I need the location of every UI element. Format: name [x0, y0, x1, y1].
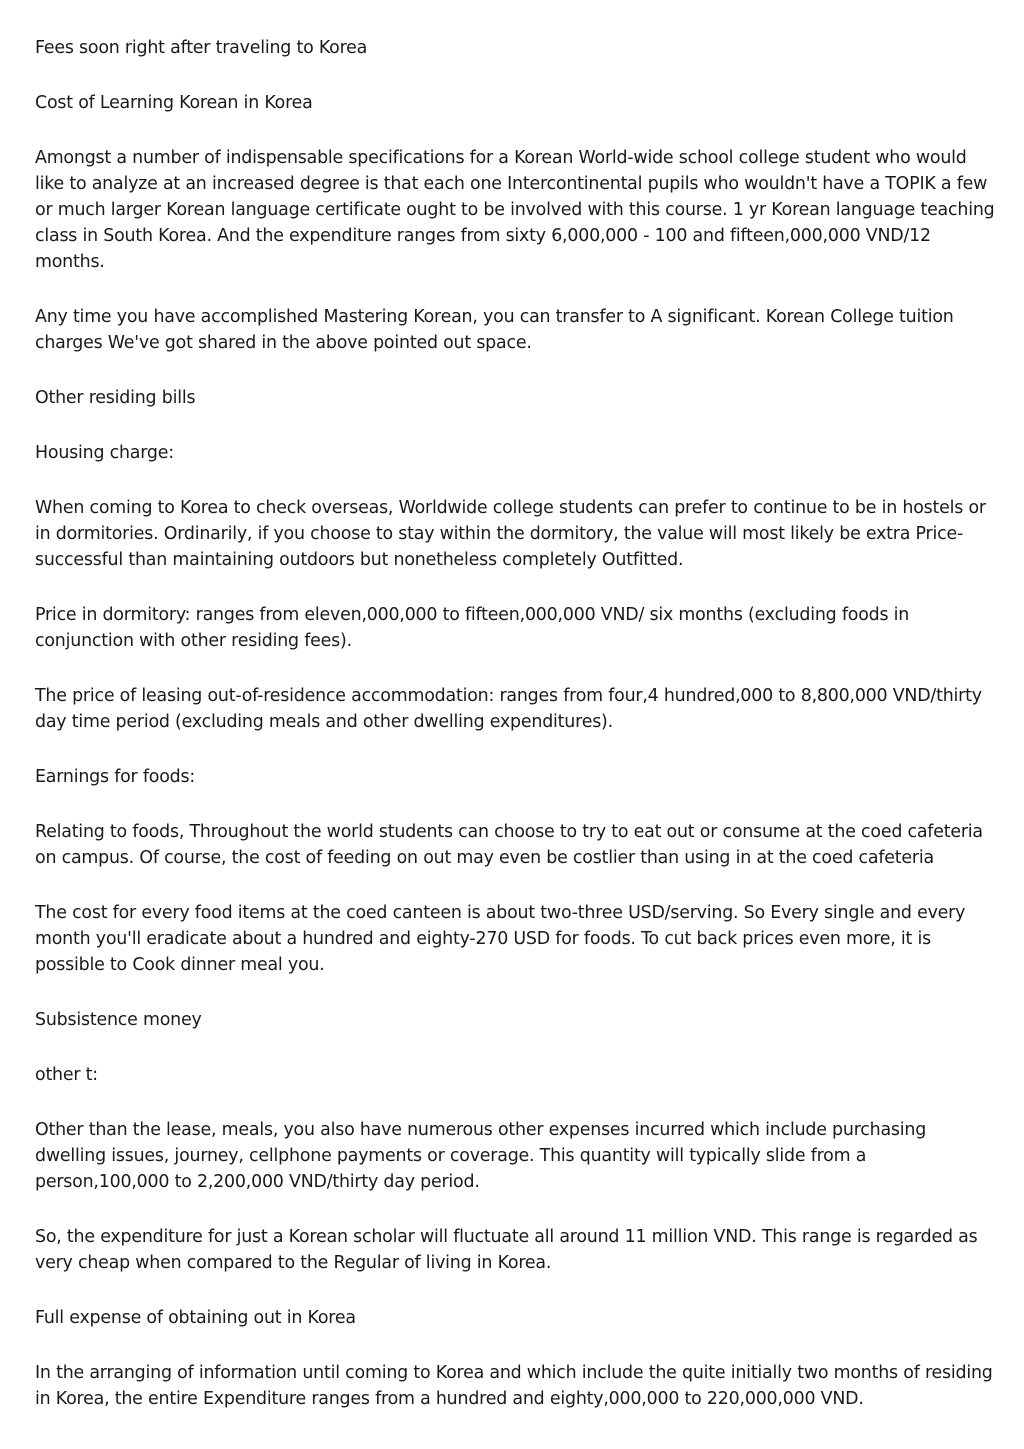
paragraph-canteen-cost: The cost for every food items at the coed canteen is about two-three USD/serving. So Every single and every month you'll eradicate about a hundred and eighty-270 USD for foods. To cut back prices even more, it is possible to Cook dinner meal you.	[35, 903, 966, 975]
paragraph-dormitory-price: Price in dormitory: ranges from eleven,000,000 to fifteen,000,000 VND/ six months (excluding foods in conjunction with other residing fees).	[35, 605, 910, 651]
paragraph-other-expenses: Other than the lease, meals, you also have numerous other expenses incurred which include purchasing dwelling issues, journey, cellphone payments or coverage. This quantity will typically slide from a person,100,000 to 2,200,000 VND/thirty day period.	[35, 1120, 927, 1192]
paragraph-requirements: Amongst a number of indispensable specifications for a Korean World-wide school college student who would like to analyze at an increased degree is that each one Intercontinental pupils who wouldn't have a TOPIK a few or much larger Korean language certificate ought to be involved with this course. 1 yr Korean language teaching class in South Korea. And the expenditure ranges from sixty 6,000,000 - 100 and fifteen,000,000 VND/12 months.	[35, 148, 995, 272]
heading-full-expense: Full expense of obtaining out in Korea	[35, 1308, 356, 1328]
heading-subsistence-money: Subsistence money	[35, 1010, 202, 1030]
heading-cost-of-learning: Cost of Learning Korean in Korea	[35, 93, 313, 113]
paragraph-housing: When coming to Korea to check overseas, Worldwide college students can prefer to continue to be in hostels or in dormitories. Ordinarily, if you choose to stay within the dormitory, the value will most likely be extra Price-successful than maintaining outdoors but nonetheless completely Outfitted.	[35, 498, 986, 570]
heading-fees-after-traveling: Fees soon right after traveling to Korea	[35, 38, 368, 58]
paragraph-full-expense: In the arranging of information until coming to Korea and which include the quite initially two months of residing in Korea, the entire Expenditure ranges from a hundred and eighty,000,000 to 220,000,000 VND.	[35, 1363, 993, 1409]
heading-earnings-for-foods: Earnings for foods:	[35, 767, 195, 787]
heading-other: other t:	[35, 1065, 98, 1085]
document-body	[35, 35, 995, 1441]
paragraph-expenditure-summary: So, the expenditure for just a Korean scholar will fluctuate all around 11 million VND. This range is regarded as very cheap when compared to the Regular of living in Korea.	[35, 1227, 978, 1273]
paragraph-leasing-price: The price of leasing out-of-residence accommodation: ranges from four,4 hundred,000 to 8,800,000 VND/thirty day time period (excluding meals and other dwelling expenditures).	[35, 686, 982, 732]
paragraph-foods: Relating to foods, Throughout the world students can choose to try to eat out or consume at the coed cafeteria on campus. Of course, the cost of feeding on out may even be costlier than using in at the coed cafeteria	[35, 822, 983, 868]
heading-housing-charge: Housing charge:	[35, 443, 174, 463]
paragraph-transfer: Any time you have accomplished Mastering Korean, you can transfer to A significant. Korean College tuition charges We've got shared in the above pointed out space.	[35, 307, 954, 353]
heading-other-living-bills: Other residing bills	[35, 388, 196, 408]
